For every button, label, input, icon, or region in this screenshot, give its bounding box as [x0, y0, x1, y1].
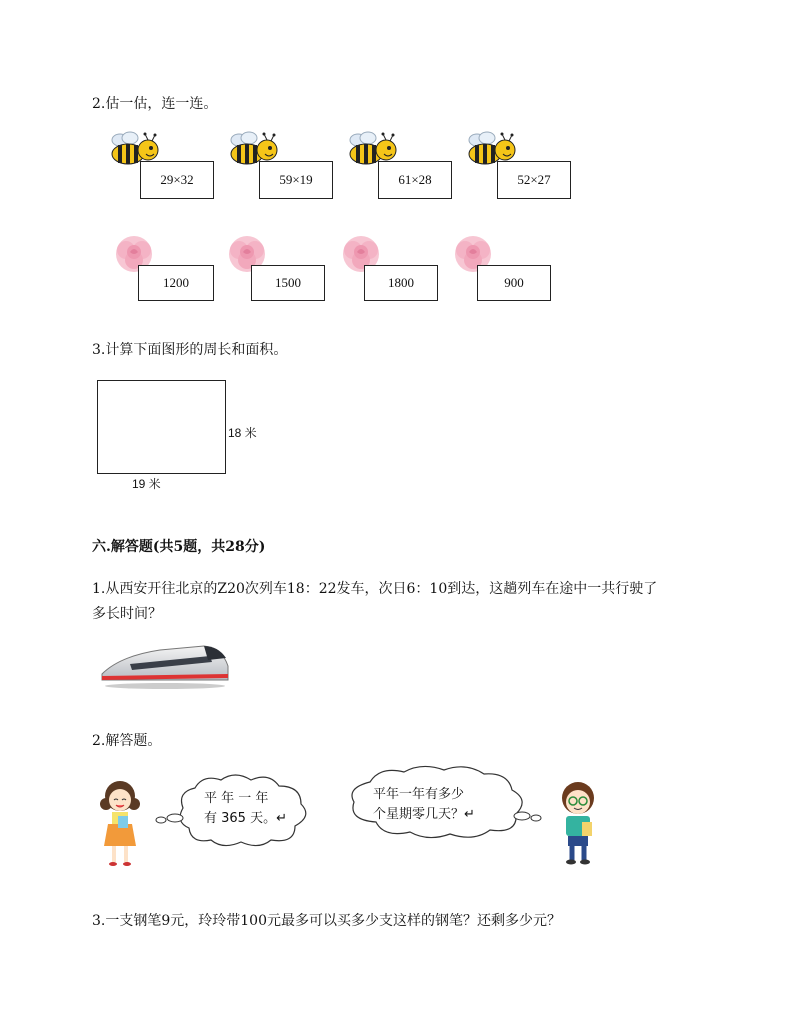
section-6-q3: 3.一支钢笔9元，玲玲带100元最多可以买多少支这样的钢笔？还剩多少元？: [92, 913, 561, 929]
boy-character-icon: [552, 778, 606, 866]
section-6-q1-line1: 1.从西安开往北京的Z20次列车18：22发车，次日6：10到达，这趟列车在途中一共行驶了: [92, 581, 658, 597]
boy-bubble-line1: 平年一年有多少: [373, 787, 465, 802]
section-6-q2-title: 2.解答题。: [92, 733, 162, 749]
answer-box-4[interactable]: 900: [477, 265, 551, 301]
expression-box-1[interactable]: 29×32: [140, 161, 214, 199]
expression-box-3[interactable]: 61×28: [378, 161, 452, 199]
width-label: 19 米: [132, 477, 161, 491]
answer-box-1[interactable]: 1200: [138, 265, 214, 301]
answer-box-2[interactable]: 1500: [251, 265, 325, 301]
girl-character-icon: [96, 780, 146, 870]
girl-bubble-line2: 有 365 天。↵: [204, 811, 287, 826]
question-3-title: 3.计算下面图形的周长和面积。: [92, 342, 288, 358]
question-2-title: 2.估一估，连一连。: [92, 96, 218, 112]
section-6-q1-line2: 多长时间？: [92, 606, 162, 622]
height-label: 18 米: [228, 426, 257, 440]
answer-box-3[interactable]: 1800: [364, 265, 438, 301]
girl-bubble-line1: 平 年 一 年: [204, 791, 269, 806]
section-6-heading: 六.解答题(共5题，共28分): [92, 539, 266, 555]
expression-box-4[interactable]: 52×27: [497, 161, 571, 199]
boy-bubble-line2: 个星期零几天？↵: [373, 807, 475, 822]
train-icon: [100, 636, 230, 692]
expression-box-2[interactable]: 59×19: [259, 161, 333, 199]
rectangle-figure: [97, 380, 226, 474]
